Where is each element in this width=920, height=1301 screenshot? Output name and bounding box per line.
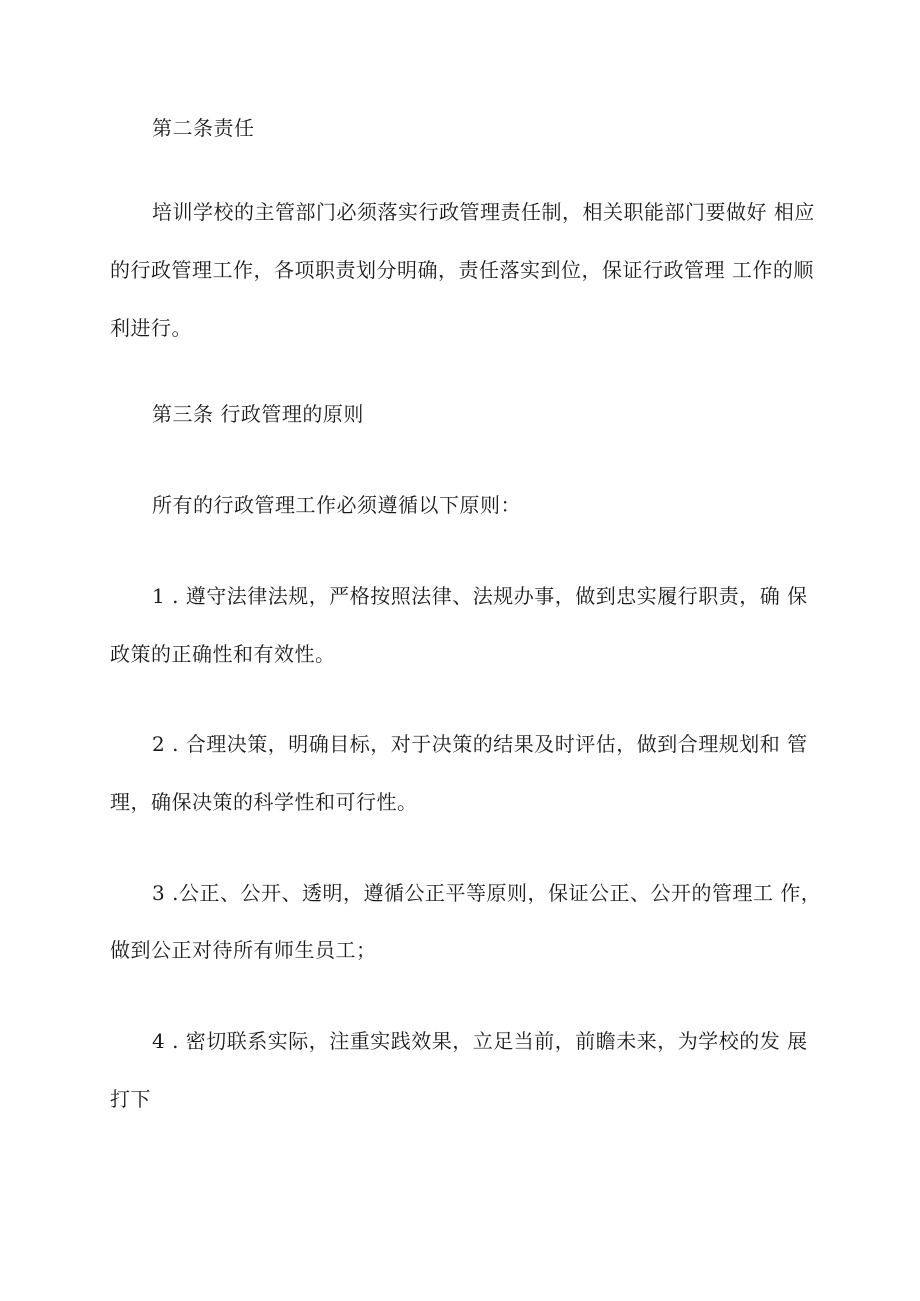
principle-4-line-1: 4 . 密切联系实际，注重实践效果，立足当前，前瞻未来，为学校的发 展 xyxy=(152,1029,808,1053)
principle-2-line-2: 理，确保决策的科学性和可行性。 xyxy=(110,790,418,814)
principle-3-line-2: 做到公正对待所有师生员工； xyxy=(110,938,377,962)
article-3-title: 第三条 行政管理的原则 xyxy=(152,402,364,426)
principle-1-line-1: 1 . 遵守法律法规，严格按照法律、法规办事，做到忠实履行职责，确 保 xyxy=(152,584,808,608)
principle-4-line-2: 打下 xyxy=(110,1087,151,1111)
article-2-title: 第二条责任 xyxy=(152,116,255,140)
article-2-body-line-1: 培训学校的主管部门必须落实行政管理责任制，相关职能部门要做好 相应 xyxy=(152,200,815,224)
principle-3-line-1: 3 .公正、公开、透明，遵循公正平等原则，保证公正、公开的管理工 作， xyxy=(152,881,822,905)
principle-2-line-1: 2 . 合理决策，明确目标，对于决策的结果及时评估，做到合理规划和 管 xyxy=(152,732,808,756)
article-2-body-line-2: 的行政管理工作，各项职责划分明确，责任落实到位，保证行政管理 工作的顺 xyxy=(110,258,814,282)
principle-1-line-2: 政策的正确性和有效性。 xyxy=(110,642,336,666)
article-3-intro: 所有的行政管理工作必须遵循以下原则： xyxy=(152,493,521,517)
article-2-body-line-3: 利进行。 xyxy=(110,316,192,340)
